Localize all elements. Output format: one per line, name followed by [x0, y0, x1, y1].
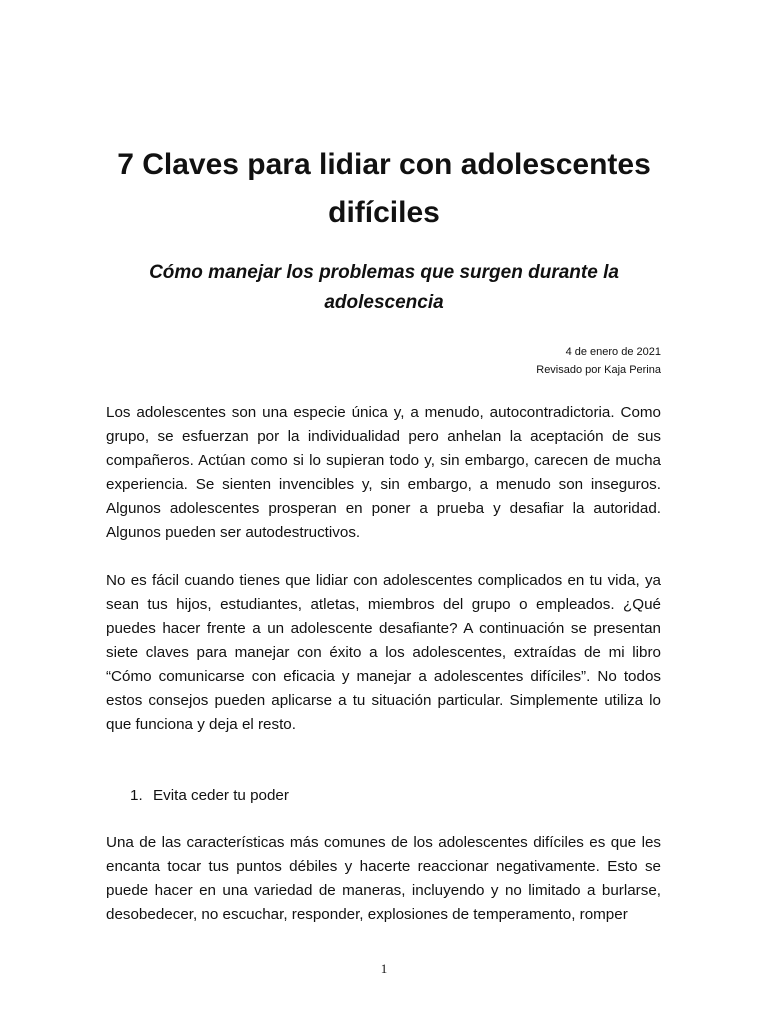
- list-item-number: 1.: [130, 787, 143, 804]
- body-paragraph: No es fácil cuando tienes que lidiar con adolescentes complicados en tu vida, ya sean tus hijos, estudiantes, atletas, miembros del grupo o empleados. ¿Qué puedes hacer frente a un adolescente desafiante? A continuación se presentan siete claves para manejar con éxito a los adolescentes, extraídas de mi libro “Cómo comunicarse con eficacia y manejar a adolescentes difíciles”. No todos estos consejos pueden aplicarse a tu situación particular. Simplemente utiliza lo que funciona y deja el resto.: [106, 572, 661, 733]
- document-subtitle: Cómo manejar los problemas que surgen durante la adolescencia: [149, 262, 619, 313]
- body-paragraph: Los adolescentes son una especie única y, a menudo, autocontradictoria. Como grupo, se esfuerzan por la individualidad pero anhelan la aceptación de sus compañeros. Actúan como si lo supieran todo y, sin embargo, carecen de mucha experiencia. Se sienten invencibles y, sin embargo, a menudo son inseguros. Algunos adolescentes prosperan en poner a prueba y desafiar la autoridad. Algunos pueden ser autodestructivos.: [106, 404, 661, 541]
- publication-date: 4 de enero de 2021: [565, 346, 661, 358]
- reviewer-credit: Revisado por Kaja Perina: [536, 364, 661, 376]
- body-paragraph: Una de las características más comunes de los adolescentes difíciles es que les encanta tocar tus puntos débiles y hacerte reaccionar negativamente. Esto se puede hacer en una variedad de maneras, incluyendo y no limitado a burlarse, desobedecer, no escuchar, responder, explosiones de temperamento, romper: [106, 834, 661, 923]
- list-item-text: Evita ceder tu poder: [153, 787, 289, 804]
- document-meta: [536, 343, 661, 379]
- numbered-list-item: [130, 784, 289, 808]
- document-title: 7 Claves para lidiar con adolescentes difíciles: [117, 148, 651, 229]
- page-number: 1: [380, 961, 388, 976]
